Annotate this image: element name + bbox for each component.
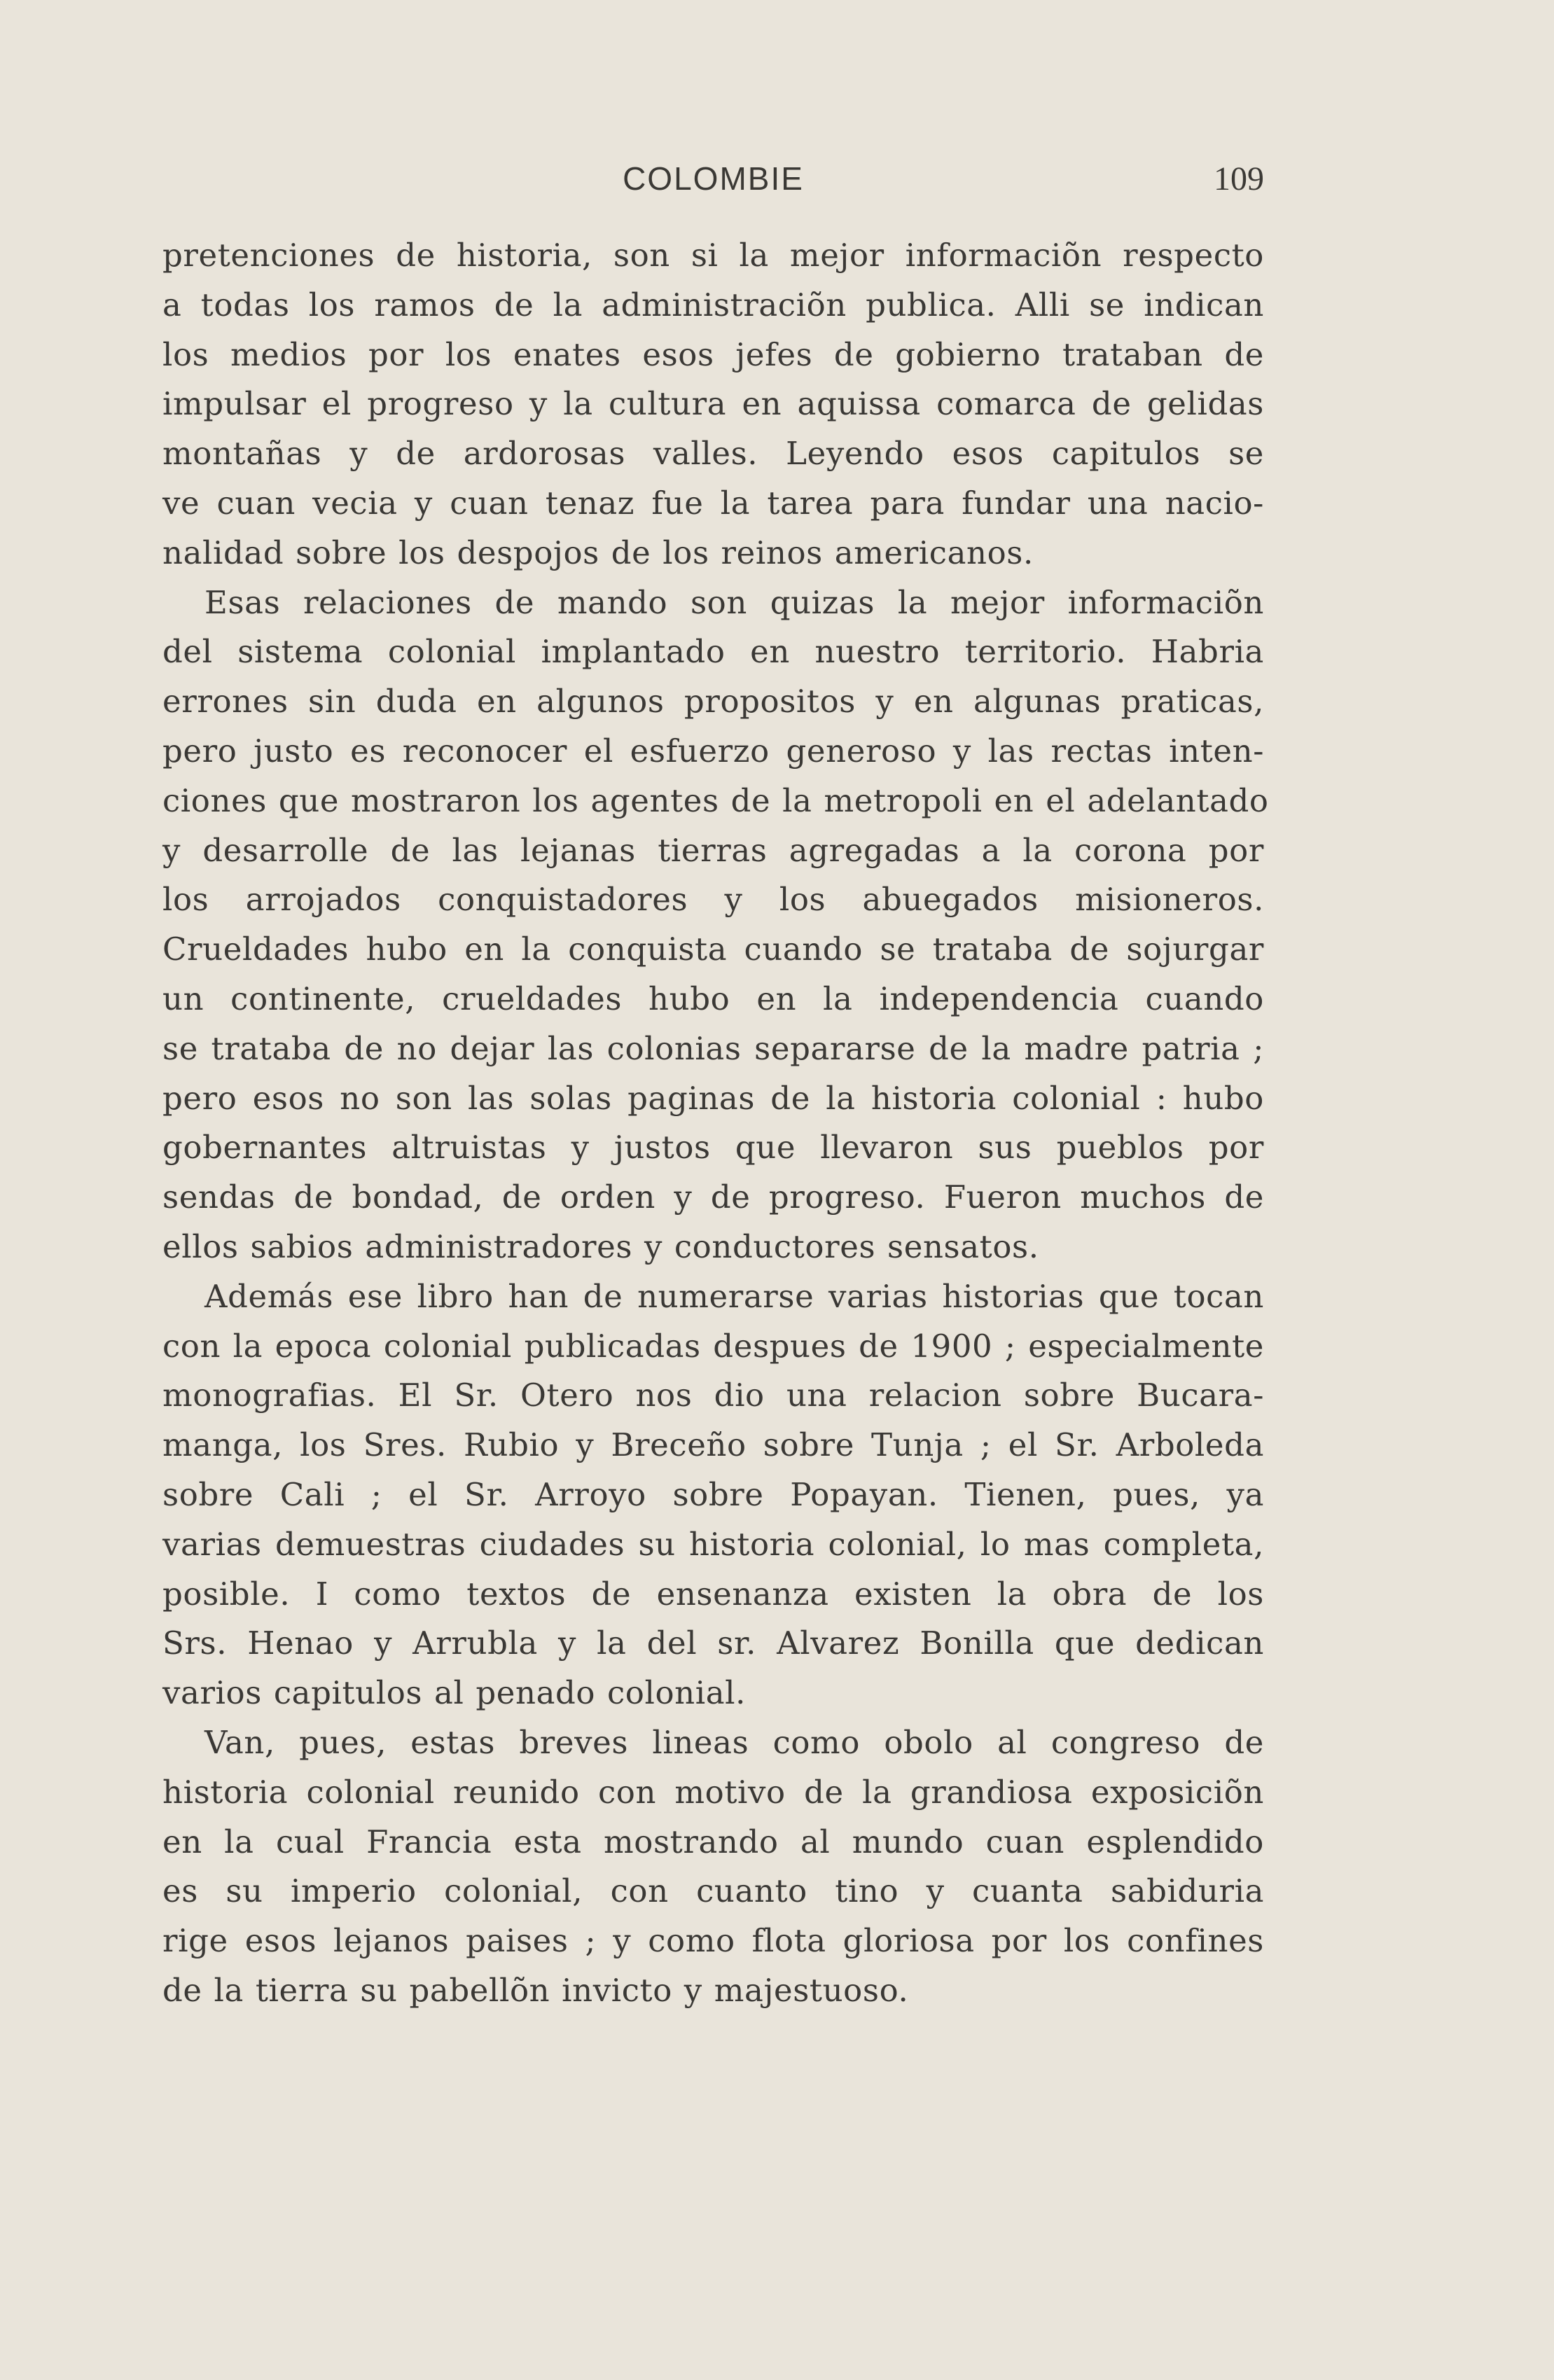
text-line: y desarrolle de las lejanas tierras agregadas a la corona por	[162, 831, 1264, 869]
text-line: del sistema colonial implantado en nuestro territorio. Habria	[162, 633, 1264, 671]
text-line: Van, pues, estas breves lineas como obolo al congreso de	[204, 1723, 1264, 1761]
text-line: impulsar el progreso y la cultura en aquissa comarca de gelidas	[162, 385, 1264, 423]
text-line: monografias. El Sr. Otero nos dio una relacion sobre Bucara-	[162, 1377, 1264, 1414]
text-line: varios capitulos al penado colonial.	[162, 1674, 747, 1712]
text-line: los medios por los enates esos jefes de gobierno trataban de	[162, 335, 1264, 373]
text-line: pero justo es reconocer el esfuerzo generoso y las rectas inten-	[162, 732, 1264, 770]
text-line: con la epoca colonial publicadas despues de 1900 ; especialmente	[162, 1327, 1264, 1365]
text-line: Esas relaciones de mando son quizas la mejor informaciõn	[204, 583, 1264, 621]
text-line: es su imperio colonial, con cuanto tino y cuanta sabiduria	[162, 1872, 1264, 1910]
text-line: Además ese libro han de numerarse varias historias que tocan	[204, 1277, 1264, 1315]
text-line: manga, los Sres. Rubio y Breceño sobre Tunja ; el Sr. Arboleda	[162, 1426, 1264, 1464]
text-line: ciones que mostraron los agentes de la metropoli en el adelantado	[162, 781, 1269, 819]
text-line: sendas de bondad, de orden y de progreso. Fueron muchos de	[162, 1178, 1264, 1216]
text-line: Crueldades hubo en la conquista cuando se trataba de sojurgar	[162, 931, 1264, 968]
text-line: pero esos no son las solas paginas de la historia colonial : hubo	[162, 1079, 1264, 1117]
running-title: COLOMBIE	[623, 160, 804, 197]
text-line: varias demuestras ciudades su historia colonial, lo mas completa,	[162, 1525, 1264, 1563]
text-line: rige esos lejanos paises ; y como flota gloriosa por los confines	[162, 1922, 1264, 1960]
page-number: 109	[1214, 160, 1264, 197]
text-line: los arrojados conquistadores y los abuegados misioneros.	[162, 881, 1264, 919]
text-line: errones sin duda en algunos propositos y en algunas praticas,	[162, 683, 1264, 721]
text-line: un continente, crueldades hubo en la independencia cuando	[162, 980, 1264, 1017]
text-line: se trataba de no dejar las colonias separarse de la madre patria ;	[162, 1029, 1264, 1067]
text-line: ve cuan vecia y cuan tenaz fue la tarea para fundar una nacio-	[162, 484, 1264, 522]
text-line: pretenciones de historia, son si la mejor informaciõn respecto	[162, 237, 1264, 274]
page-header	[162, 160, 1264, 202]
text-line: ellos sabios administradores y conductores sensatos.	[162, 1227, 1039, 1265]
text-line: gobernantes altruistas y justos que llevaron sus pueblos por	[162, 1129, 1264, 1167]
text-line: sobre Cali ; el Sr. Arroyo sobre Popayan. Tienen, pues, ya	[162, 1475, 1264, 1513]
text-line: a todas los ramos de la administraciõn publica. Alli se indican	[162, 286, 1264, 323]
text-line: nalidad sobre los despojos de los reinos americanos.	[162, 534, 1034, 571]
body-text	[162, 231, 1269, 2016]
text-line: posible. I como textos de ensenanza existen la obra de los	[162, 1575, 1264, 1613]
text-line: montañas y de ardorosas valles. Leyendo esos capitulos se	[162, 435, 1264, 473]
text-line: Srs. Henao y Arrubla y la del sr. Alvarez Bonilla que dedican	[162, 1624, 1264, 1662]
text-line: de la tierra su pabellõn invicto y majestuoso.	[162, 1971, 909, 2009]
text-line: historia colonial reunido con motivo de la grandiosa exposiciõn	[162, 1773, 1264, 1811]
text-line: en la cual Francia esta mostrando al mundo cuan esplendido	[162, 1823, 1264, 1860]
